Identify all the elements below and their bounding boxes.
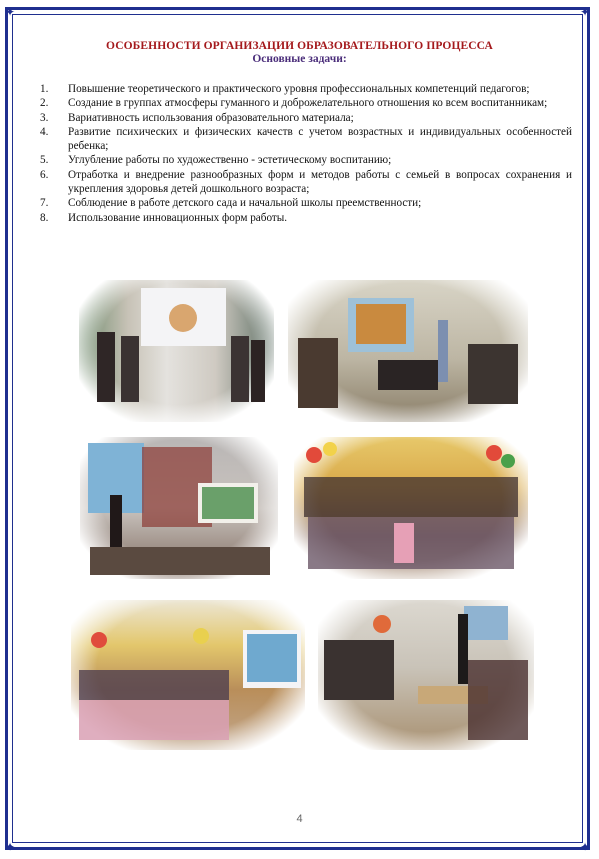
photo-seminar-room-art bbox=[288, 280, 528, 422]
photo-presenters-screen bbox=[79, 280, 274, 422]
task-text: Использование инновационных форм работы. bbox=[68, 211, 288, 224]
task-item bbox=[40, 153, 572, 167]
task-text: Развитие психических и физических качеств с учетом возрастных и индивидуальных особенностей ребенка; bbox=[68, 125, 572, 153]
task-item bbox=[40, 211, 572, 225]
corner-ornament-bottom-left: ✦ bbox=[4, 840, 16, 854]
photo-children-group-balloons bbox=[294, 437, 528, 579]
task-item bbox=[40, 196, 572, 210]
task-item bbox=[40, 168, 572, 197]
corner-ornament-top-left: ✦ bbox=[4, 5, 16, 19]
task-number: 7. bbox=[40, 197, 49, 210]
photo-hall-speaker bbox=[80, 437, 278, 579]
page-title: ОСОБЕННОСТИ ОРГАНИЗАЦИИ ОБРАЗОВАТЕЛЬНОГО ПРОЦЕССА bbox=[106, 40, 493, 52]
task-text: Соблюдение в работе детского сада и начальной школы преемственности; bbox=[68, 197, 422, 210]
photo-hall-speaker-art bbox=[80, 437, 278, 579]
page-number: 4 bbox=[296, 813, 303, 825]
task-item bbox=[40, 96, 572, 110]
corner-ornament-bottom-right: ✦ bbox=[579, 840, 591, 854]
task-item bbox=[40, 82, 572, 96]
page-subtitle: Основные задачи: bbox=[252, 53, 347, 65]
task-text: Отработка и внедрение разнообразных форм и методов работы с семьей в вопросах сохранения и укрепления здоровья детей дошкольного возраста; bbox=[68, 168, 572, 196]
task-item bbox=[40, 125, 572, 154]
photo-children-certificates-art bbox=[71, 600, 305, 750]
task-list bbox=[40, 82, 572, 225]
photo-meeting-projector-art bbox=[318, 600, 534, 750]
task-number: 3. bbox=[40, 111, 49, 124]
task-number: 4. bbox=[40, 125, 49, 138]
task-text: Вариативность использования образовательного материала; bbox=[68, 111, 354, 124]
task-number: 2. bbox=[40, 97, 49, 110]
photo-presenters-screen-art bbox=[79, 280, 274, 422]
photo-children-group-balloons-art bbox=[294, 437, 528, 579]
task-number: 8. bbox=[40, 211, 49, 224]
photo-seminar-room bbox=[288, 280, 528, 422]
photo-children-certificates bbox=[71, 600, 305, 750]
photo-meeting-projector bbox=[318, 600, 534, 750]
task-text: Создание в группах атмосферы гуманного и доброжелательного отношения ко всем воспитанникам; bbox=[68, 97, 548, 110]
corner-ornament-top-right: ✦ bbox=[579, 5, 591, 19]
task-number: 1. bbox=[40, 83, 49, 95]
task-text: Повышение теоретического и практического уровня профессиональных компетенций педагогов; bbox=[68, 83, 530, 95]
task-text: Углубление работы по художественно - эстетическому воспитанию; bbox=[68, 154, 392, 167]
task-number: 6. bbox=[40, 168, 49, 181]
task-item bbox=[40, 111, 572, 125]
task-number: 5. bbox=[40, 154, 49, 167]
